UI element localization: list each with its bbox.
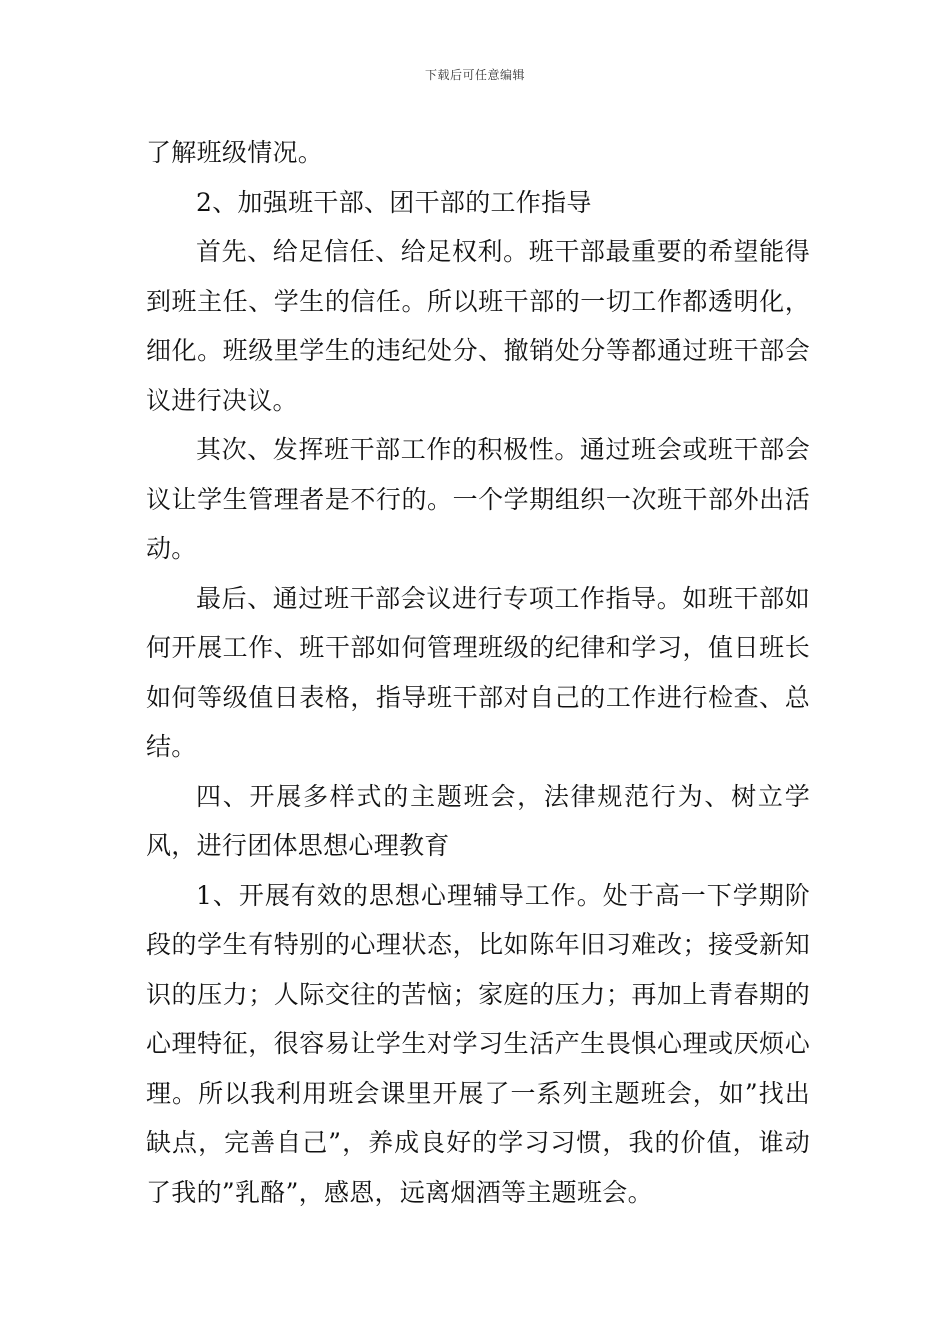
paragraph-2: 2、加强班干部、团干部的工作指导 [196, 187, 592, 217]
document-body [146, 128, 810, 1217]
paragraph-1: 了解班级情况。 [146, 138, 324, 167]
paragraph-3: 首先、给足信任、给足权利。班干部最重要的希望能得到班主任、学生的信任。所以班干部的一切工作都透明化，细化。班级里学生的违纪处分、撤销处分等都通过班干部会议进行决议。 [146, 237, 810, 415]
page-header: 下载后可任意编辑 [424, 68, 525, 82]
paragraph-6: 四、开展多样式的主题班会，法律规范行为、树立学风，进行团体思想心理教育 [146, 781, 810, 860]
paragraph-5: 最后、通过班干部会议进行专项工作指导。如班干部如何开展工作、班干部如何管理班级的纪律和学习，值日班长如何等级值日表格，指导班干部对自己的工作进行检查、总结。 [146, 583, 810, 761]
paragraph-4: 其次、发挥班干部工作的积极性。通过班会或班干部会议让学生管理者是不行的。一个学期组织一次班干部外出活动。 [146, 435, 810, 563]
paragraph-7: 1、开展有效的思想心理辅导工作。处于高一下学期阶段的学生有特别的心理状态，比如陈年旧习难改；接受新知识的压力；人际交往的苦恼；家庭的压力；再加上青春期的心理特征，很容易让学生对学习生活产生畏惧心理或厌烦心理。所以我利用班会课里开展了一系列主题班会，如”找出缺点，完善自己”，养成良好的学习习惯，我的价值，谁动了我的”乳酪”，感恩，远离烟酒等主题班会。 [146, 880, 810, 1207]
